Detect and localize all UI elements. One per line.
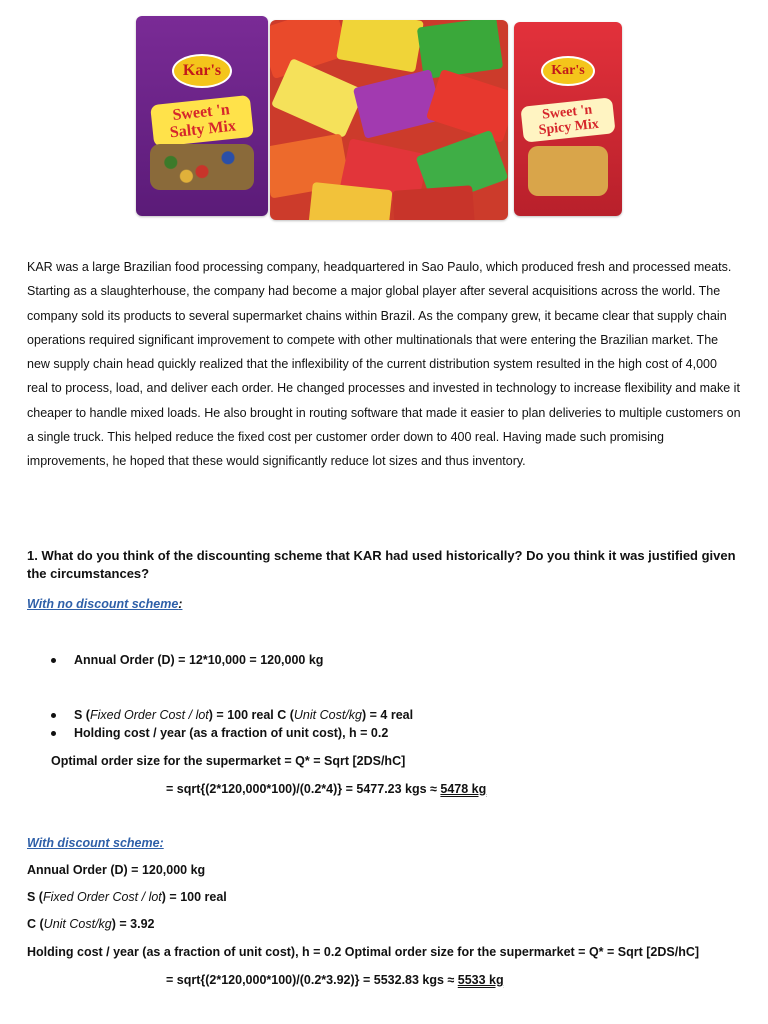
pack-product-label: Sweet 'n Salty Mix	[150, 95, 254, 147]
holding-cost-bullet: Holding cost / year (as a fraction of unit cost), h = 0.2	[74, 726, 389, 740]
sweet-salty-mix-pack	[136, 16, 268, 216]
eoq-calculation: = sqrt{(2*120,000*100)/(0.2*4)} = 5477.23 kgs ≈ 5478 kg	[166, 782, 487, 796]
pack-window	[150, 144, 254, 190]
product-photos	[136, 16, 622, 220]
intro-paragraph: KAR was a large Brazilian food processing company, headquartered in Sao Paulo, which produced fresh and processed meats. Starting as a slaughterhouse, the company had become a major global player after several acquisitions across the world. The company sold its products to several supermarket chains within Brazil. As the company grew, it became clear that supply chain operations required significant improvement to compete with other multinationals that were entering the Brazilian market. The new supply chain head quickly realized that the inflexibility of the current distribution system resulted in the high cost of 4,000 real to process, load, and deliver each order. He changed processes and invested in technology to increase flexibility and make it cheaper to handle mixed loads. He also brought in routing software that made it easier to plan deliveries to multiple customers on a single truck. This helped reduce the fixed cost per customer order down to 400 real. Having made such promising improvements, he hoped that these would significantly reduce lot sizes and thus inventory.	[27, 260, 741, 469]
question-heading: 1. What do you think of the discounting scheme that KAR had used historically? Do you think it was justified given the circumstances?	[27, 548, 736, 581]
pack-brand-logo: Kar's	[172, 54, 232, 88]
pack-product-label: Sweet 'n Spicy Mix	[520, 97, 615, 142]
order-cost-line: S (Fixed Order Cost / lot) = 100 real	[27, 890, 227, 904]
with-discount-heading[interactable]: With discount scheme:	[27, 836, 164, 850]
optimal-order-formula: Optimal order size for the supermarket = Q* = Sqrt [2DS/hC]	[51, 754, 406, 768]
snack-packs-pile	[270, 20, 508, 220]
sweet-spicy-mix-pack	[514, 22, 622, 216]
no-discount-heading[interactable]: With no discount scheme:	[27, 597, 183, 611]
holding-optimal-line: Holding cost / year (as a fraction of unit cost), h = 0.2 Optimal order size for the supermarket = Q* = Sqrt [2DS/hC]	[27, 945, 700, 959]
order-cost-bullet: S (Fixed Order Cost / lot) = 100 real C (Unit Cost/kg) = 4 real	[74, 708, 414, 722]
eoq-discount-calculation: = sqrt{(2*120,000*100)/(0.2*3.92)} = 5532.83 kgs ≈ 5533 kg	[166, 973, 504, 987]
pack-brand-logo: Kar's	[541, 56, 595, 86]
eoq-discount-result: 5533 kg	[457, 973, 504, 987]
annual-order-line: Annual Order (D) = 120,000 kg	[27, 863, 206, 877]
pack-window	[528, 146, 608, 196]
unit-cost-line: C (Unit Cost/kg) = 3.92	[27, 917, 155, 931]
eoq-result: 5478 kg	[440, 782, 487, 796]
annual-order-bullet: Annual Order (D) = 12*10,000 = 120,000 kg	[74, 653, 324, 667]
